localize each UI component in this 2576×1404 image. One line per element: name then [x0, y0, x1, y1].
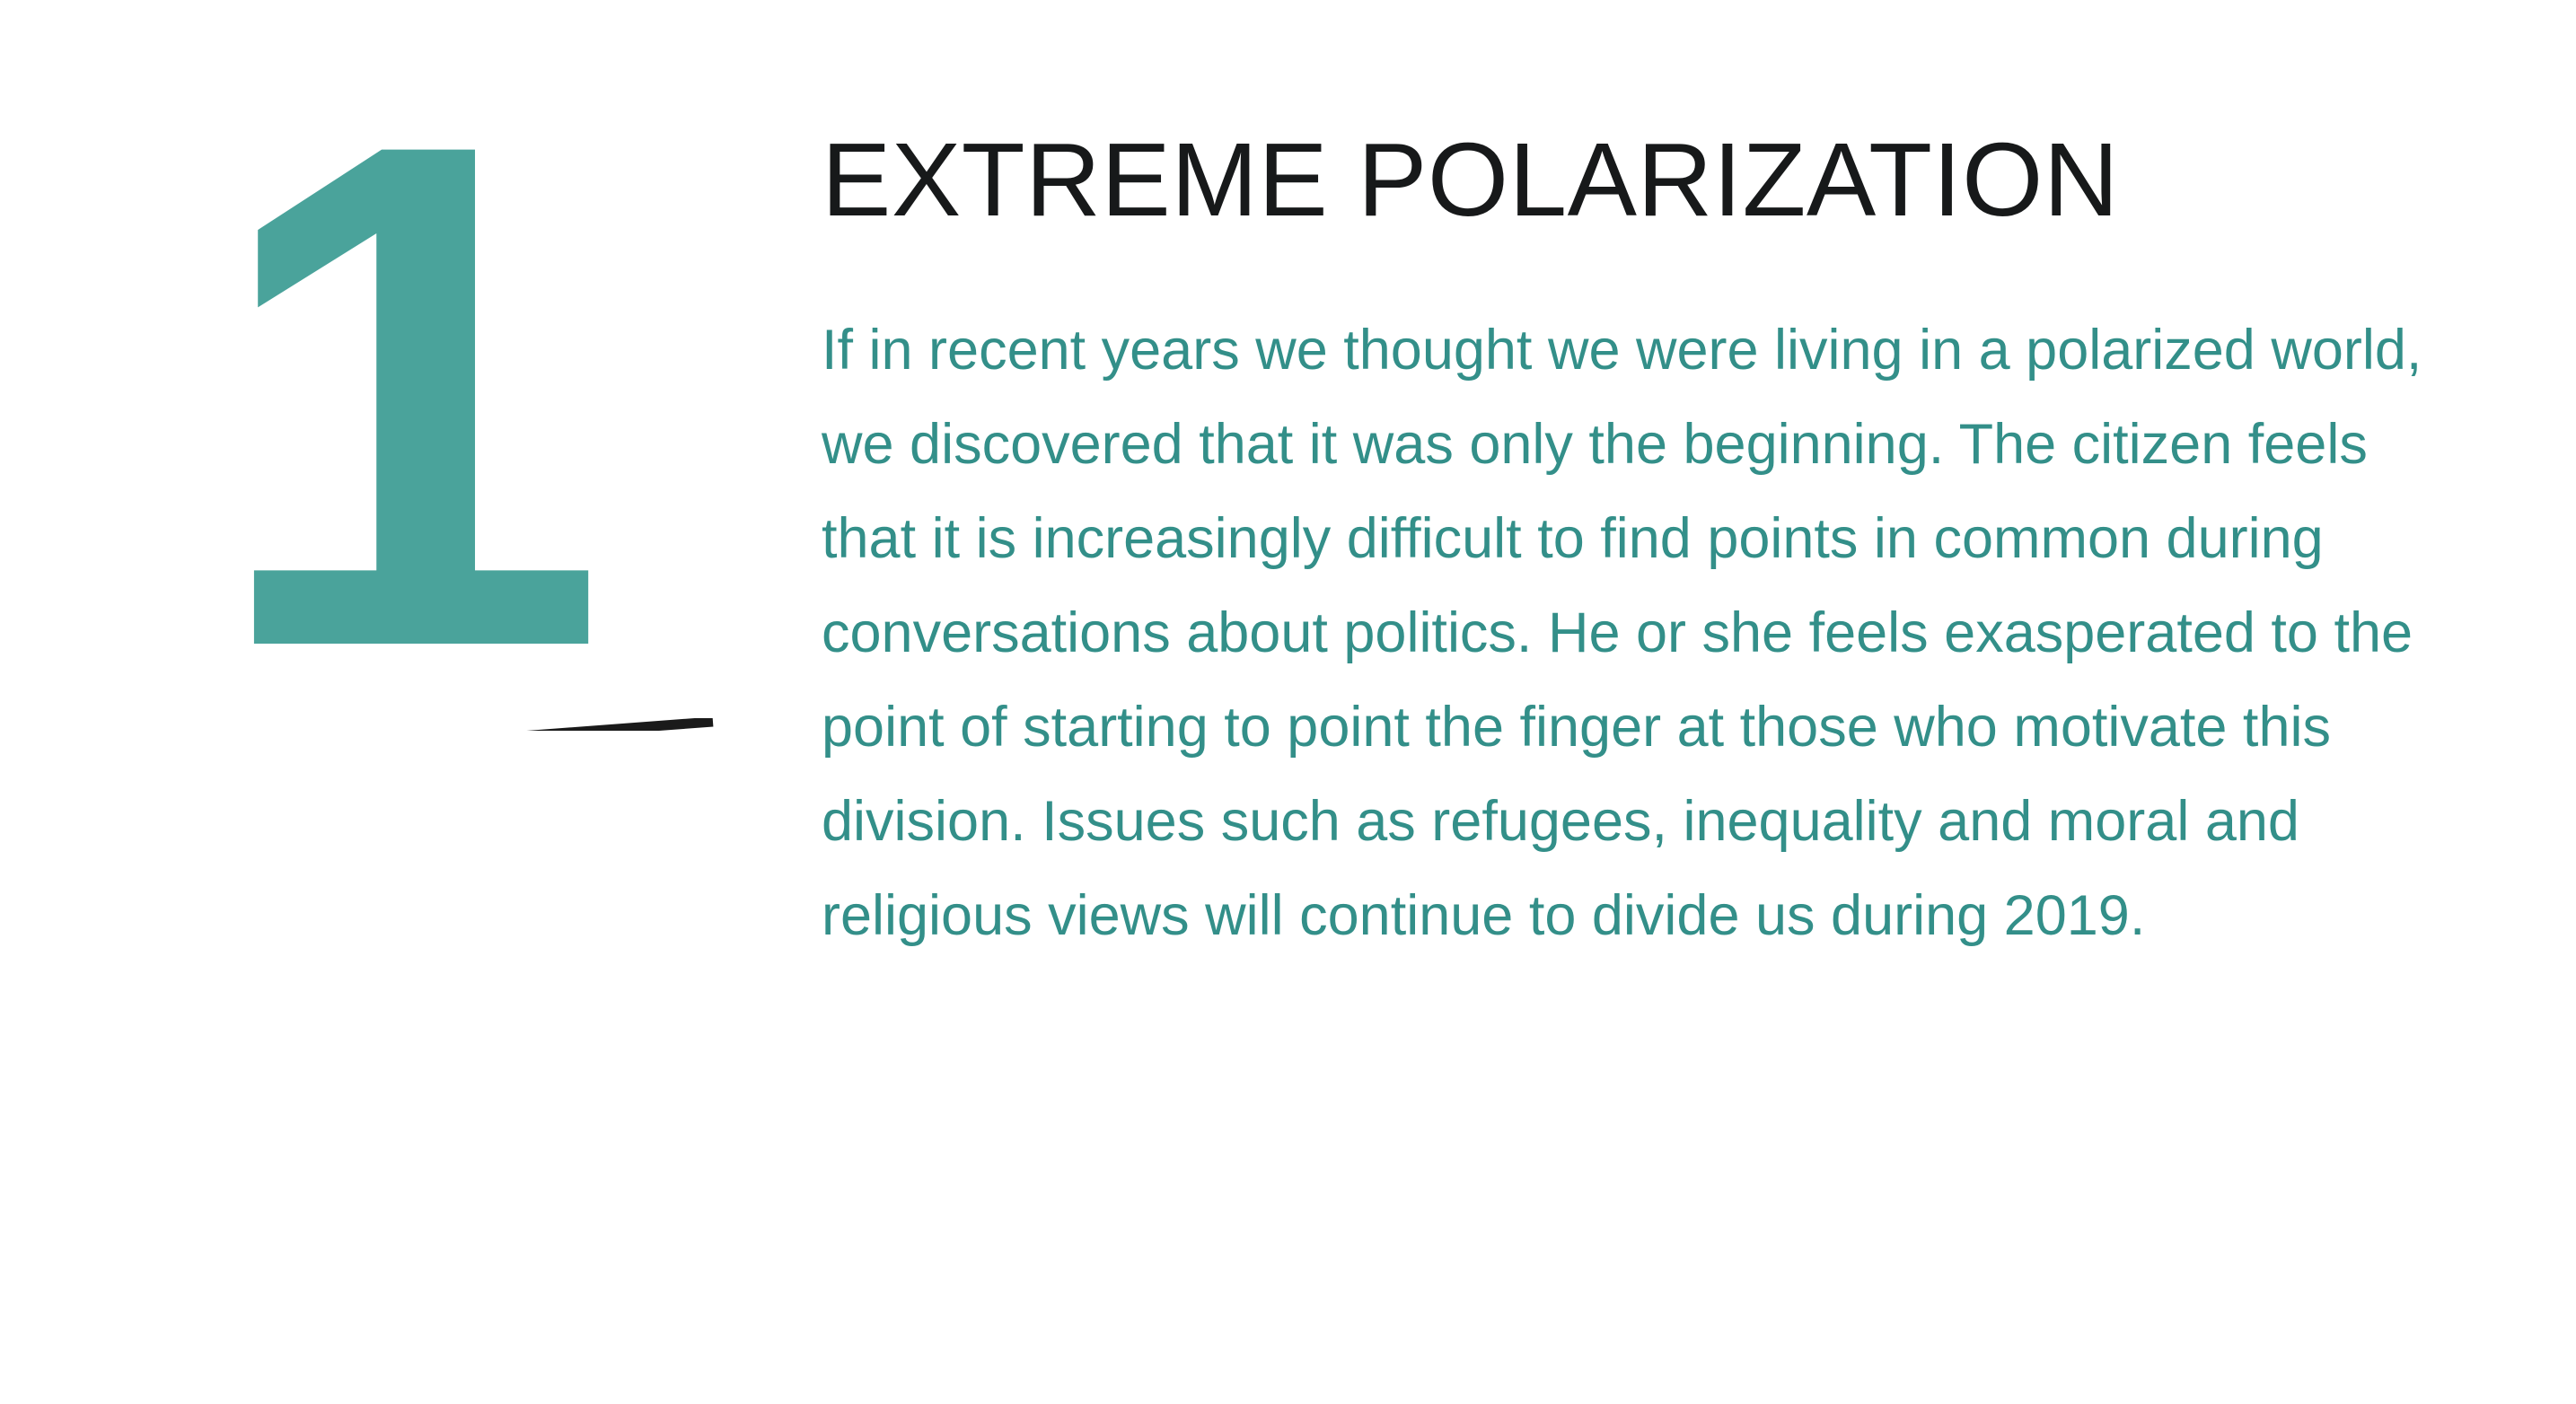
underline-rule	[133, 718, 717, 731]
body-paragraph: If in recent years we thought we were living in a polarized world, we discovered that it was only the beginning. The citizen feels that it is increasingly difficult to find points in common during conversations about politics. He or she feels exasperated to the point of starting to point the finger at those who motivate this division. Issues such as refugees, inequality and moral and religious views will continue to divide us during 2019.	[822, 319, 2422, 947]
page-title: EXTREME POLARIZATION	[822, 121, 2120, 238]
underline-rule-icon	[133, 718, 717, 731]
content-column	[822, 121, 2474, 963]
numeral-block	[0, 0, 808, 1404]
slide-number: 1	[208, 0, 600, 796]
